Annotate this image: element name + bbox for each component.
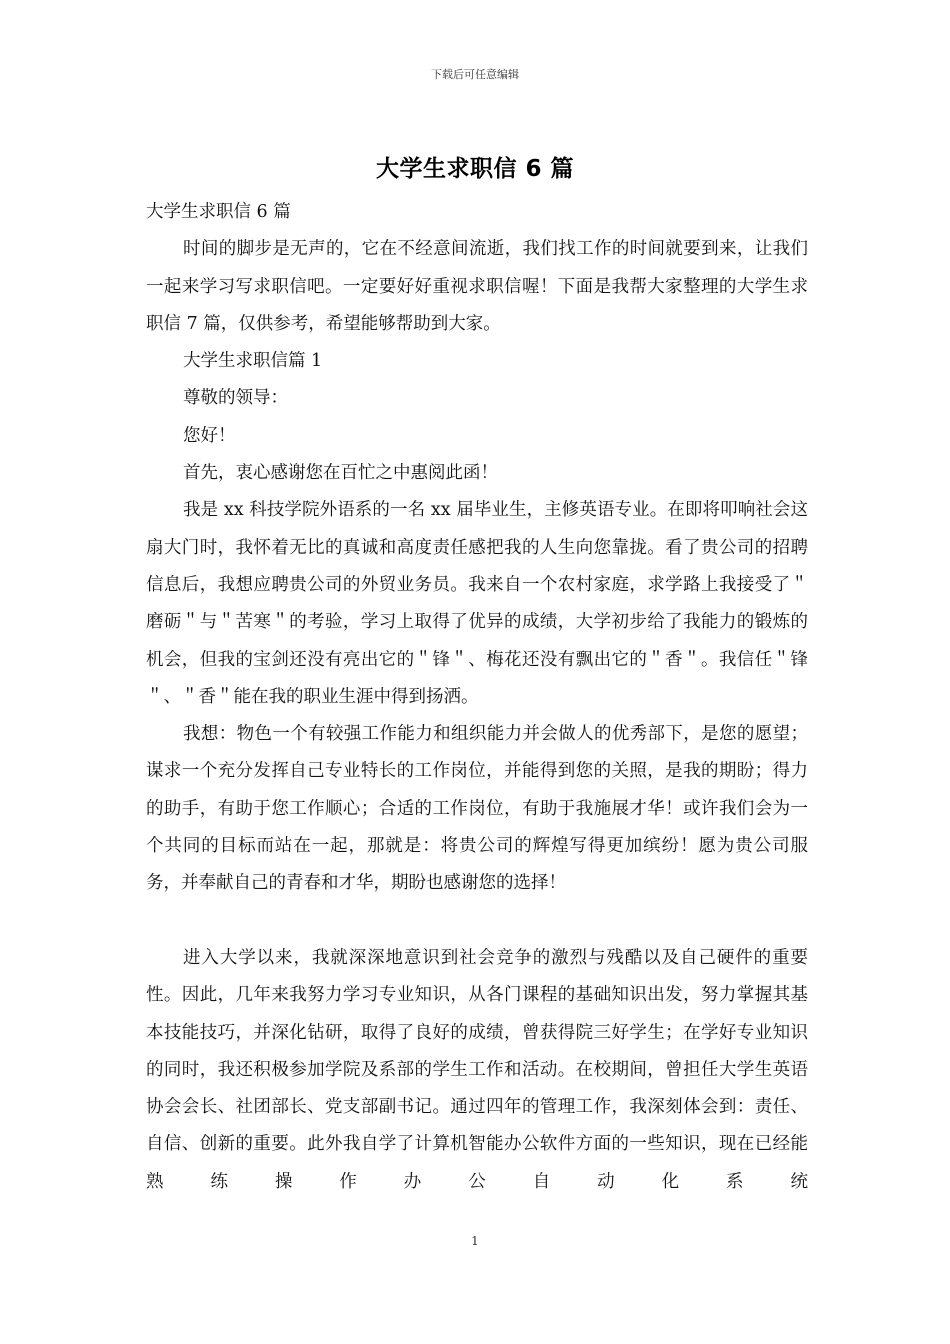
self-introduction-paragraph: 我是 xx 科技学院外语系的一名 xx 届毕业生，主修英语专业。在即将叩响社会这扇大门时，我怀着无比的真诚和高度责任感把我的人生向您靠拢。看了贵公司的招聘信息后，我想应聘贵公司的外贸业务员。我来自一个农村家庭，求学路上我接受了＂磨砺＂与＂苦寒＂的考验，学习上取得了优异的成绩，大学初步给了我能力的锻炼的机会，但我的宝剑还没有亮出它的＂锋＂、梅花还没有飘出它的＂香＂。我信任＂锋＂、＂香＂能在我的职业生涯中得到扬洒。	[146, 500, 808, 707]
document-subtitle: 大学生求职信 6 篇	[146, 202, 291, 222]
greeting: 您好！	[183, 425, 236, 446]
document-body	[146, 194, 808, 1201]
experience-paragraph: 进入大学以来，我就深深地意识到社会竞争的激烈与残酷以及自己硬件的重要性。因此，几年来我努力学习专业知识，从各门课程的基础知识出发，努力掌握其基本技能技巧，并深化钻研，取得了良好的成绩，曾获得院三好学生；在学好专业知识的同时，我还积极参加学院及系部的学生工作和活动。在校期间，曾担任大学生英语协会会长、社团部长、党支部副书记。通过四年的管理工作，我深刻体会到：责任、自信、创新的重要。此外我自学了计算机智能办公软件方面的一些知识，现在已经能熟练操作办公自动化系统	[146, 947, 808, 1192]
document-title: 大学生求职信 6 篇	[375, 156, 575, 182]
opening-line: 首先，衷心感谢您在百忙之中惠阅此函！	[183, 463, 498, 484]
salutation: 尊敬的领导：	[183, 388, 288, 409]
page-number: 1	[471, 1234, 479, 1248]
letter-heading: 大学生求职信篇 1	[183, 351, 323, 372]
intro-paragraph: 时间的脚步是无声的，它在不经意间流逝，我们找工作的时间就要到来，让我们一起来学习写求职信吧。一定要好好重视求职信喔！下面是我帮大家整理的大学生求职信 7 篇，仅供参考，希望能够帮助到大家。	[146, 239, 808, 334]
paragraph-spacer	[146, 903, 808, 940]
header-note: 下载后可任意编辑	[431, 68, 519, 81]
motivation-paragraph: 我想：物色一个有较强工作能力和组织能力并会做人的优秀部下，是您的愿望；谋求一个充分发挥自己专业特长的工作岗位，并能得到您的关照，是我的期盼；得力的助手，有助于您工作顺心；合适的工作岗位，有助于我施展才华！或许我们会为一个共同的目标而站在一起，那就是：将贵公司的辉煌写得更加缤纷！愿为贵公司服务，并奉献自己的青春和才华，期盼也感谢您的选择！	[146, 724, 808, 894]
